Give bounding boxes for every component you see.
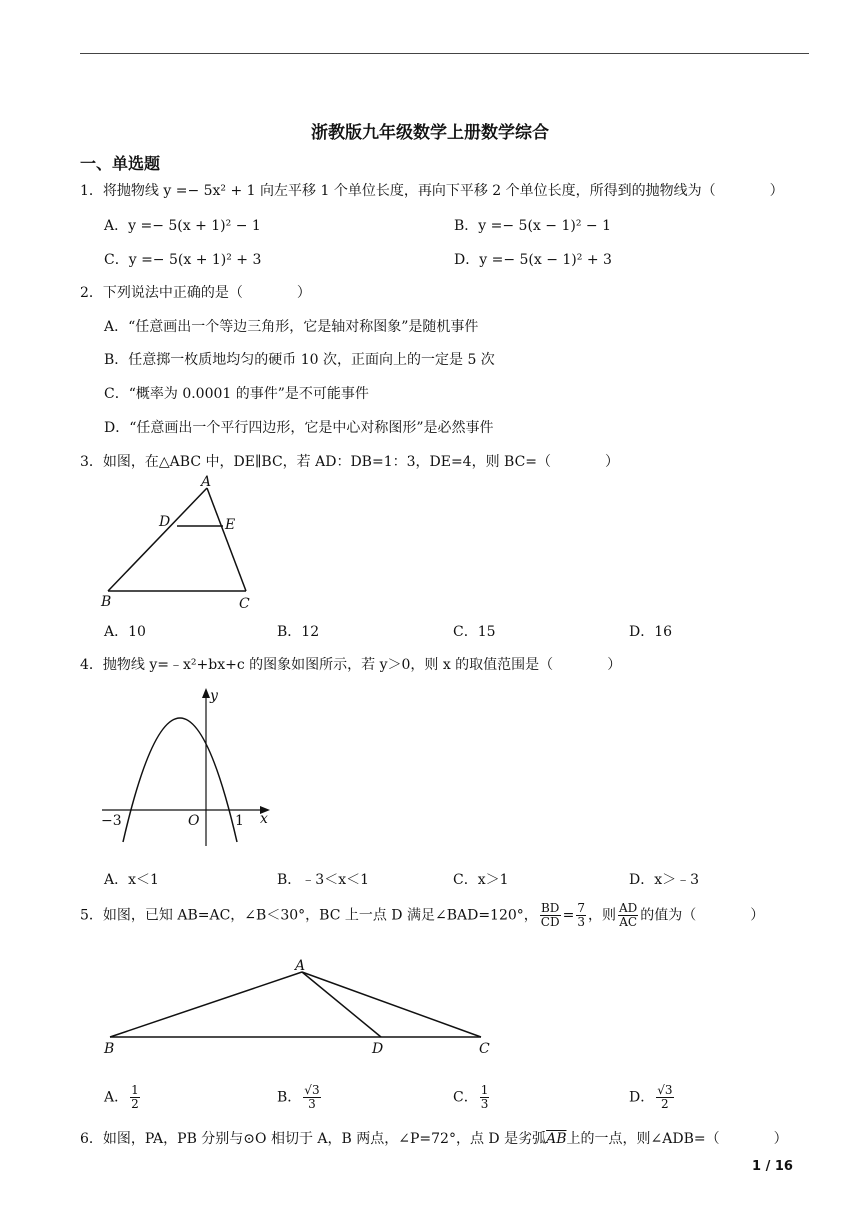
equals-sign: = (562, 907, 575, 924)
question-1 (80, 180, 784, 200)
parabola-graph (96, 680, 280, 850)
q5-option-d: D． $\frac{√3}{2}$ (629, 1083, 673, 1111)
label-d: D (159, 514, 171, 530)
label-c: C (239, 596, 250, 612)
q2-option-a: A．“任意画出一个等边三角形，它是轴对称图象”是随机事件 (104, 319, 479, 335)
question-3-close-paren: ） (605, 454, 620, 470)
label-b: B (101, 594, 112, 610)
question-6 (80, 1128, 788, 1148)
q3-option-c: C．15 (453, 624, 496, 640)
q5-option-b: B． $\frac{√3}{3}$ (277, 1083, 320, 1111)
label-b: B (104, 1041, 115, 1057)
origin-label: O (188, 813, 200, 829)
label-a: A (201, 474, 212, 490)
question-1-close-paren: ） (769, 183, 784, 199)
frac-bd-cd: $\frac{BD}{CD}$ (540, 901, 560, 929)
question-2-close-paren: ） (296, 285, 311, 301)
q3-option-a: A．10 (104, 624, 146, 640)
q1-option-c: C．y =− 5(x + 1)² + 3 (104, 252, 262, 268)
question-6-stem-post: 上的一点，则∠ADB=（ (566, 1131, 720, 1147)
q3-option-b: B．12 (277, 624, 320, 640)
question-5 (80, 902, 764, 929)
question-2-stem: 2．下列说法中正确的是（ (80, 285, 243, 301)
page-number: 1 / 16 (752, 1159, 793, 1174)
question-4 (80, 654, 621, 674)
y-axis-label: y (210, 688, 218, 704)
q3-option-d: D．16 (629, 624, 673, 640)
q5-option-a: A． $\frac{1}{2}$ (104, 1083, 139, 1111)
question-2 (80, 282, 311, 302)
triangle-diagram (96, 472, 266, 614)
frac-7-3: $\frac{7}{3}$ (577, 901, 585, 929)
q4-option-a: A．x＜1 (104, 872, 159, 888)
label-e: E (225, 517, 236, 533)
q1-option-b: B．y =− 5(x − 1)² − 1 (454, 218, 611, 234)
q2-option-b: B．任意掷一枚质地均匀的硬币 10 次，正面向上的一定是 5 次 (104, 352, 495, 368)
label-a: A (295, 958, 306, 974)
header-rule (80, 53, 809, 54)
q2-option-d: D．“任意画出一个平行四边形，它是中心对称图形”是必然事件 (104, 420, 494, 436)
stem-mid: ，则 (587, 907, 616, 924)
question-1-stem: 1．将抛物线 y =− 5x² + 1 向左平移 1 个单位长度，再向下平移 2 个单位长度，所得到的抛物线为（ (80, 183, 716, 199)
question-3 (80, 451, 619, 471)
isosceles-triangle-diagram (96, 952, 506, 1062)
question-5-stem: 5．如图，已知 AB=AC，∠B＜30°，BC 上一点 D 满足∠BAD=120°， (80, 907, 538, 924)
q1-option-d: D．y =− 5(x − 1)² + 3 (454, 252, 612, 268)
question-5-close-paren: ） (750, 907, 765, 924)
x-axis-label: x (260, 811, 268, 827)
q4-option-d: D．x＞﹣3 (629, 872, 700, 888)
question-3-stem: 3．如图，在△ABC 中，DE∥BC，若 AD：DB=1：3，DE=4，则 BC=（ (80, 454, 552, 470)
q4-option-c: C．x＞1 (453, 872, 509, 888)
question-6-close-paren: ） (773, 1131, 788, 1147)
frac-ad-ac: $\frac{AD}{AC}$ (618, 901, 638, 929)
tick-1: 1 (235, 813, 244, 829)
q5-option-c: C． $\frac{1}{3}$ (453, 1083, 489, 1111)
label-c: C (479, 1041, 490, 1057)
question-4-stem: 4．抛物线 y=﹣x²+bx+c 的图象如图所示，若 y＞0，则 x 的取值范围是（ (80, 657, 554, 673)
arc-ab: $\overline{AB}$ (546, 1131, 567, 1147)
question-6-stem: 6．如图，PA，PB 分别与⊙O 相切于 A，B 两点，∠P=72°，点 D 是劣弧 (80, 1131, 547, 1147)
question-4-close-paren: ） (607, 657, 622, 673)
q2-option-c: C．“概率为 0.0001 的事件”是不可能事件 (104, 386, 369, 402)
label-d: D (372, 1041, 384, 1057)
page-title: 浙教版九年级数学上册数学综合 (311, 123, 549, 143)
section-heading: 一、单选题 (80, 154, 161, 173)
tick-neg3: −3 (101, 813, 122, 829)
stem-post: 的值为（ (640, 907, 697, 924)
q1-option-a: A．y =− 5(x + 1)² − 1 (104, 218, 261, 234)
q4-option-b: B．﹣3＜x＜1 (277, 872, 369, 888)
